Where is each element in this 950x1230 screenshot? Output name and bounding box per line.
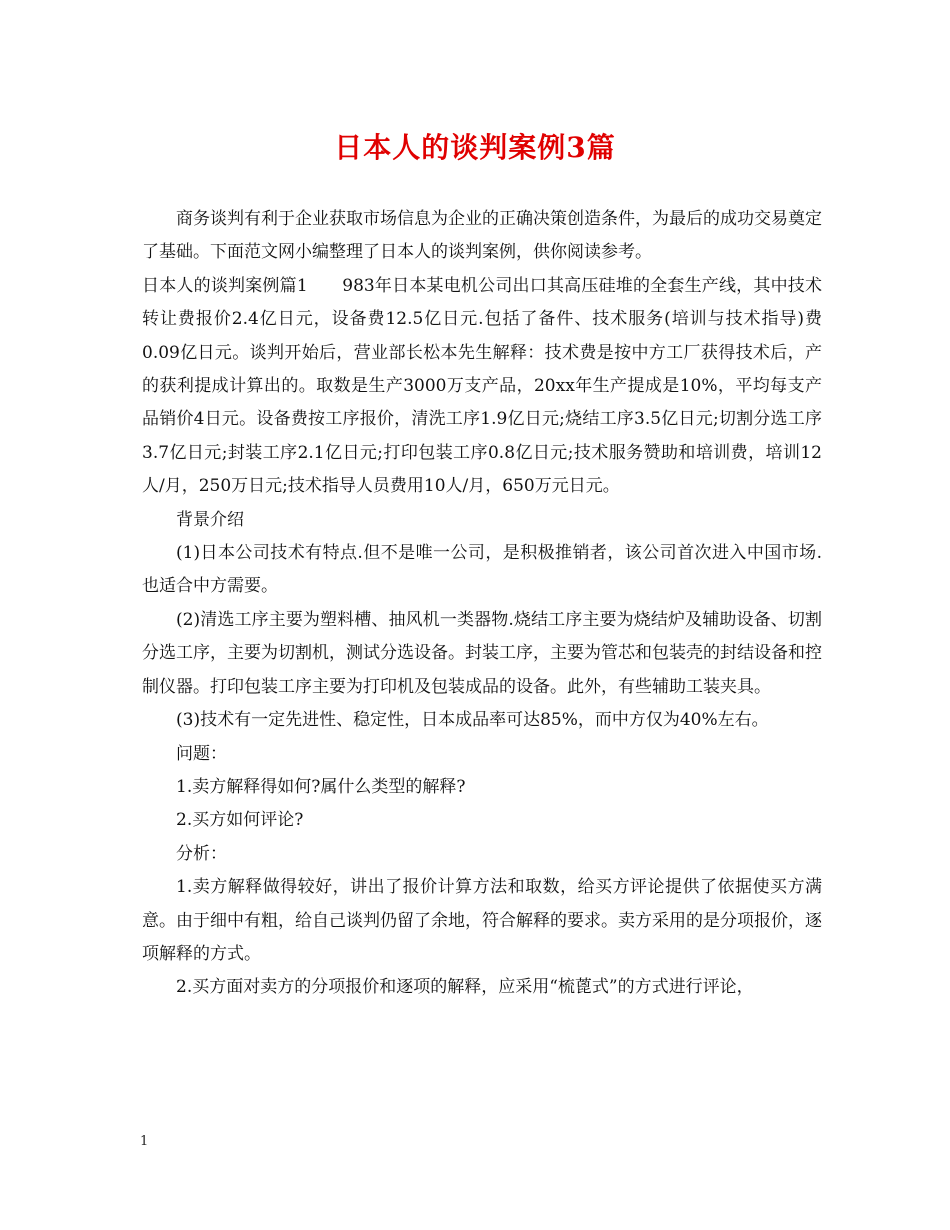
- question-1: 1.卖方解释得如何?属什么类型的解释?: [176, 776, 466, 797]
- background-heading: 背景介绍: [176, 509, 244, 530]
- background-item-3: (3)技术有一定先进性、稳定性，日本成品率可达85%，而中方仅为40%左右。: [176, 710, 769, 731]
- document-title: 日本人的谈判案例3篇: [334, 131, 616, 164]
- background-item-1: (1)日本公司技术有特点.但不是唯一公司，是积极推销者，该公司首次进入中国市场.也适合中方需要。: [142, 543, 822, 597]
- document-body: [142, 203, 822, 1005]
- questions-heading: 问题：: [176, 743, 227, 764]
- intro-paragraph: 商务谈判有利于企业获取市场信息为企业的正确决策创造条件，为最后的成功交易奠定了基础。下面范文网小编整理了日本人的谈判案例，供你阅读参考。: [142, 209, 822, 263]
- page-number: 1: [140, 1134, 149, 1149]
- case-1-paragraph: 日本人的谈判案例篇1 983年日本某电机公司出口其高压硅堆的全套生产线，其中技术转让费报价2.4亿日元，设备费12.5亿日元.包括了备件、技术服务(培训与技术指导)费0.09亿日元。谈判开始后，营业部长松本先生解释：技术费是按中方工厂获得技术后，产的获利提成计算出的。取数是生产3000万支产品，20xx年生产提成是10%，平均每支产品销价4日元。设备费按工序报价，清洗工序1.9亿日元;烧结工序3.5亿日元;切割分选工序3.7亿日元;封装工序2.1亿日元;打印包装工序0.8亿日元;技术服务赞助和培训费，培训12人/月，250万日元;技术指导人员费用10人/月，650万元日元。: [142, 275, 822, 497]
- question-2: 2.买方如何评论?: [176, 810, 304, 831]
- analysis-item-2: 2.买方面对卖方的分项报价和逐项的解释，应采用“梳蓖式”的方式进行评论，: [176, 977, 754, 998]
- analysis-heading: 分析：: [176, 843, 227, 864]
- background-item-2: (2)清选工序主要为塑料槽、抽风机一类器物.烧结工序主要为烧结炉及辅助设备、切割分选工序，主要为切割机，测试分选设备。封装工序，主要为管芯和包装壳的封结设备和控制仪器。打印包装工序主要为打印机及包装成品的设备。此外，有些辅助工装夹具。: [142, 609, 822, 697]
- analysis-item-1: 1.卖方解释做得较好，讲出了报价计算方法和取数，给买方评论提供了依据使买方满意。由于细中有粗，给自己谈判仍留了余地，符合解释的要求。卖方采用的是分项报价，逐项解释的方式。: [142, 877, 822, 964]
